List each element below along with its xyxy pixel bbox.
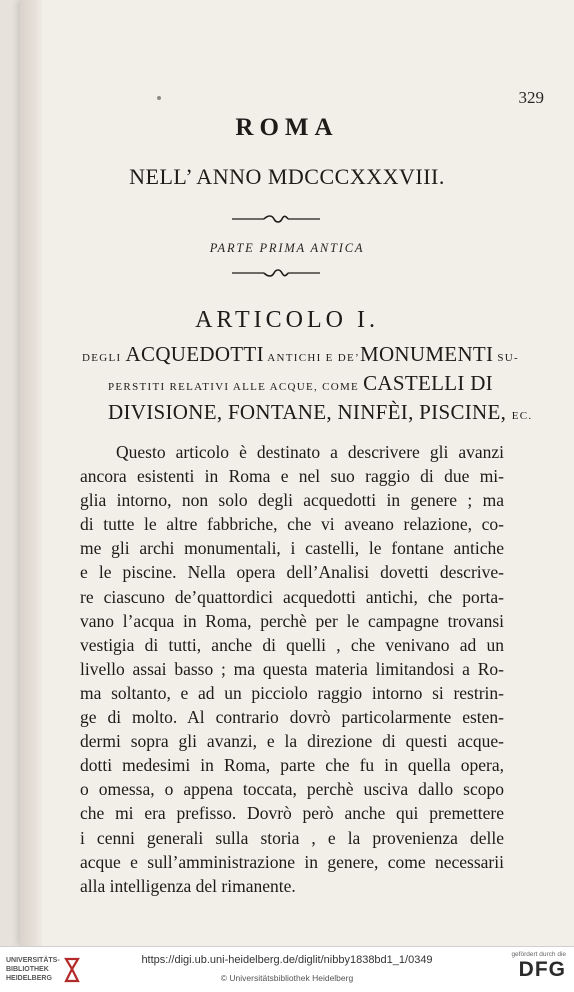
ornament-divider-bottom	[230, 268, 322, 278]
permalink-url[interactable]: https://digi.ub.uni-heidelberg.de/diglit/nibby1838bd1_1/0349	[141, 954, 433, 966]
ornament-divider-top	[230, 214, 322, 224]
body-paragraph	[80, 440, 504, 898]
page-number: 329	[518, 88, 544, 107]
section-label: PARTE PRIMA ANTICA	[209, 241, 365, 255]
heading-text: CASTELLI DI	[363, 371, 493, 395]
text-line: glia intorno, non solo degli acquedotti in genere ; ma	[80, 490, 504, 511]
text-line: ma soltanto, e ad un picciolo raggio intorno si restrin-	[80, 682, 504, 703]
text-line: e le piscine. Nella opera dell’Analisi dovetti descrive-	[80, 562, 504, 583]
dfg-logo[interactable]	[506, 951, 566, 989]
text-line: che mi era prefisso. Dovrò però anche qui premettere	[80, 803, 504, 824]
text-line: o omessa, o appena toccata, perchè usciva dallo scopo	[80, 779, 504, 800]
heading-text: ACQUEDOTTI	[125, 342, 264, 366]
heading-text: MONUMENTI	[359, 342, 494, 366]
text-line: ge di molto. Al contrario dovrò particolarmente esten-	[80, 707, 504, 728]
heading-text: DEGLI	[82, 352, 126, 364]
logo-text: UNIVERSITÄTS- BIBLIOTHEK HEIDELBERG	[6, 957, 60, 982]
text-line: acque e sull’amministrazione in genere, come necessarii	[80, 851, 504, 872]
heading-line	[82, 342, 520, 371]
text-line: re ciascuno de’quattordici acquedotti antichi, che porta-	[80, 586, 504, 607]
text-line: i cenni generali sulla storia , e la provenienza delle	[80, 827, 504, 848]
heading-line	[82, 400, 533, 429]
copyright-notice: © Universitätsbibliothek Heidelberg	[220, 973, 354, 983]
text-line: di tutte le altre fabbriche, che vi aveano relazione, co-	[80, 514, 504, 535]
dfg-caption: gefördert durch die	[511, 951, 566, 958]
text-line: vestigia di tutti, anche di quelli , che venivano ad un	[80, 634, 504, 655]
heading-text: DIVISIONE, FONTANE, NINFÈI, PISCINE,	[108, 400, 512, 424]
heading-text: SU-	[493, 352, 520, 364]
heading-text: ANTICHI E DE’	[263, 352, 360, 364]
article-heading: ARTICOLO I.	[195, 307, 379, 333]
ink-speck	[157, 96, 161, 100]
text-line: livello assai basso ; ma questa materia limitandosi a Ro-	[80, 658, 504, 679]
article-subject-heading	[82, 342, 533, 429]
heading-line	[82, 371, 504, 400]
heading-text: PERSTITI RELATIVI ALLE ACQUE, COME	[108, 381, 364, 393]
viewer-footer	[0, 946, 574, 992]
text-line: me gli archi monumentali, i castelli, le fontane antiche	[80, 538, 504, 559]
text-line: vano l’acqua in Roma, perchè per le campagne trovansi	[80, 610, 504, 631]
dfg-wordmark: DFG	[518, 958, 566, 981]
text-line: ancora esistenti in Roma e nel suo raggio di due mi-	[80, 466, 504, 487]
text-line: dermi sopra gli avanzi, e la direzione di questi acque-	[80, 731, 504, 752]
page-title: ROMA	[235, 114, 339, 141]
page-subtitle: NELL’ ANNO MDCCCXXXVIII.	[129, 164, 445, 189]
text-line: Questo articolo è destinato a descrivere gli avanzi	[116, 442, 504, 462]
heading-text: EC.	[511, 410, 533, 422]
text-line: dotti medesimi in Roma, parte che fu in quella opera,	[80, 755, 504, 776]
text-line: alla intelligenza del rimanente.	[80, 875, 296, 896]
